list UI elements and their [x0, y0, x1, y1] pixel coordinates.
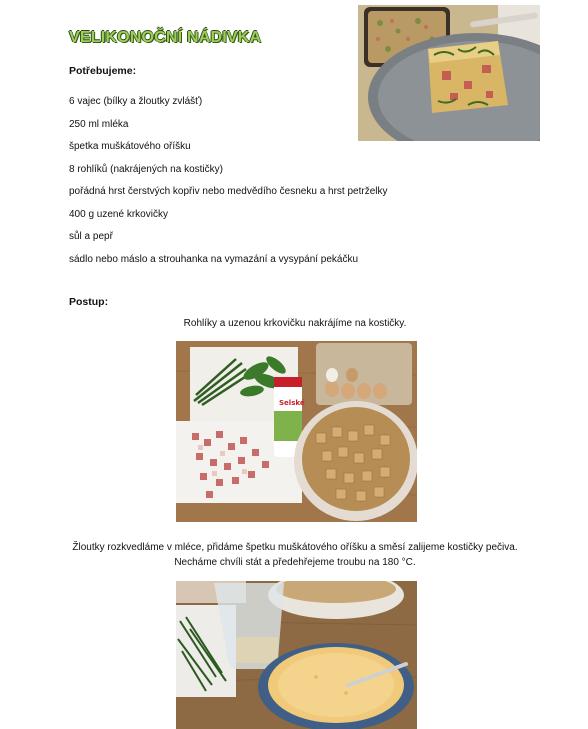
ingredient-item: 8 rohlíků (nakrájených na kostičky) [69, 163, 223, 175]
step-2-line-2: Necháme chvíli stát a předehřejeme troubu na 180 °C. [174, 556, 416, 568]
ingredient-item: 250 ml mléka [69, 118, 129, 130]
egg-mixture-photo [176, 581, 417, 729]
ingredient-item: sádlo nebo máslo a strouhanka na vymazání a vysypání pekáčku [69, 253, 359, 265]
ingredient-item: špetka muškátového oříšku [69, 141, 191, 152]
method-heading: Postup: [69, 296, 109, 308]
ingredient-item: 400 g uzené krkovičky [69, 208, 168, 220]
ingredient-item: pořádná hrst čerstvých kopřiv nebo medvědího česneku a hrst petrželky [69, 186, 388, 197]
ingredients-photo [176, 341, 417, 522]
ingredient-item: sůl a pepř [69, 231, 113, 242]
step-2-text [60, 541, 530, 570]
step-2-line-1: Žloutky rozkvedláme v mléce, přidáme špetku muškátového oříšku a směsí zalijeme kostičky pečiva. [72, 542, 518, 553]
ingredients-list [69, 91, 388, 271]
milk-carton-label: Selské [279, 399, 305, 407]
recipe-title: VELIKONOČNÍ NÁDIVKA [69, 29, 262, 46]
finished-dish-photo [358, 5, 540, 141]
step-1-text: Rohlíky a uzenou krkovičku nakrájíme na kostičky. [183, 318, 407, 329]
ingredients-heading: Potřebujeme: [69, 65, 137, 77]
ingredient-item: 6 vajec (bílky a žloutky zvlášť) [69, 96, 203, 107]
